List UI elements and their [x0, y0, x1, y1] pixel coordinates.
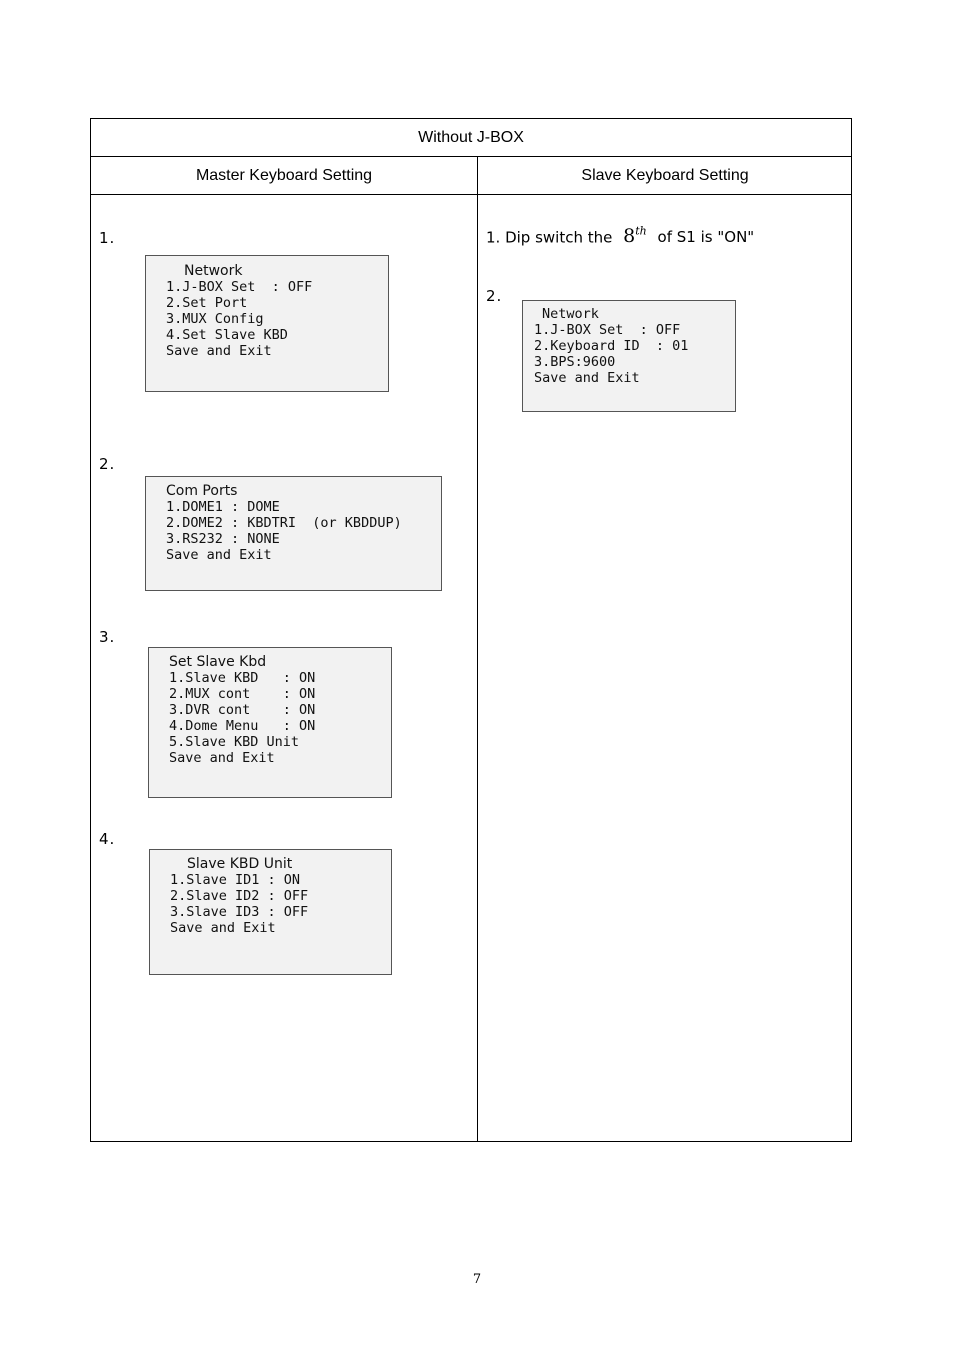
screen-line: Save and Exit [169, 750, 275, 766]
screen-line: 3.DVR cont : ON [169, 702, 316, 718]
screen-line: 2.Slave ID2 : OFF [170, 888, 309, 904]
screen-line: Save and Exit [170, 920, 276, 936]
master-com-ports-screen [145, 476, 442, 591]
screen-title: Set Slave Kbd [169, 654, 267, 670]
master-step-3-number: 3. [99, 628, 116, 646]
screen-line: 2.Set Port [166, 295, 248, 311]
master-network-screen [145, 255, 389, 392]
page-number: 7 [472, 1272, 482, 1287]
screen-line: 1.Slave ID1 : ON [170, 872, 301, 888]
ordinal-digit: 8 [623, 225, 636, 248]
slave-step-2-number: 2. [486, 287, 503, 305]
header-row [91, 157, 851, 195]
screen-line: 4.Set Slave KBD [166, 327, 288, 343]
slave-network-screen [522, 300, 736, 412]
screen-line: Save and Exit [166, 547, 272, 563]
master-slave-kbd-unit-screen [149, 849, 392, 975]
slave-step-1-text [486, 225, 754, 247]
master-header: Master Keyboard Setting [195, 166, 373, 184]
screen-line: 3.RS232 : NONE [166, 531, 280, 547]
slave-step-1-prefix: Dip switch the [505, 228, 613, 247]
screen-line: 1.J-BOX Set : OFF [534, 322, 681, 338]
screen-line: 1.DOME1 : DOME [166, 499, 280, 515]
settings-table [90, 118, 852, 1142]
column-divider [477, 157, 478, 1141]
screen-line: 2.DOME2 : KBDTRI (or KBDDUP) [166, 515, 402, 531]
master-set-slave-kbd-screen [148, 647, 392, 798]
screen-line: 1.Slave KBD : ON [169, 670, 316, 686]
screen-title: Network [542, 306, 599, 322]
master-step-4-number: 4. [99, 830, 116, 848]
screen-line: 2.MUX cont : ON [169, 686, 316, 702]
screen-line: 5.Slave KBD Unit [169, 734, 300, 750]
screen-line: Save and Exit [534, 370, 640, 386]
table-title: Without J-BOX [91, 119, 851, 157]
slave-header: Slave Keyboard Setting [581, 166, 749, 184]
screen-line: 3.MUX Config [166, 311, 264, 327]
ordinal-number [623, 225, 647, 247]
ordinal-suffix: th [635, 225, 647, 238]
screen-line: 2.Keyboard ID : 01 [534, 338, 689, 354]
slave-step-1-suffix: of S1 is "ON" [657, 228, 755, 247]
screen-line: Save and Exit [166, 343, 272, 359]
screen-line: 3.Slave ID3 : OFF [170, 904, 309, 920]
screen-line: 1.J-BOX Set : OFF [166, 279, 313, 295]
screen-title: Com Ports [166, 483, 238, 499]
screen-line: 4.Dome Menu : ON [169, 718, 316, 734]
screen-title: Slave KBD Unit [187, 856, 293, 872]
slave-step-1-number: 1. [486, 228, 501, 247]
screen-line: 3.BPS:9600 [534, 354, 616, 370]
master-step-1-number: 1. [99, 229, 116, 247]
master-step-2-number: 2. [99, 455, 116, 473]
screen-title: Network [184, 263, 243, 279]
